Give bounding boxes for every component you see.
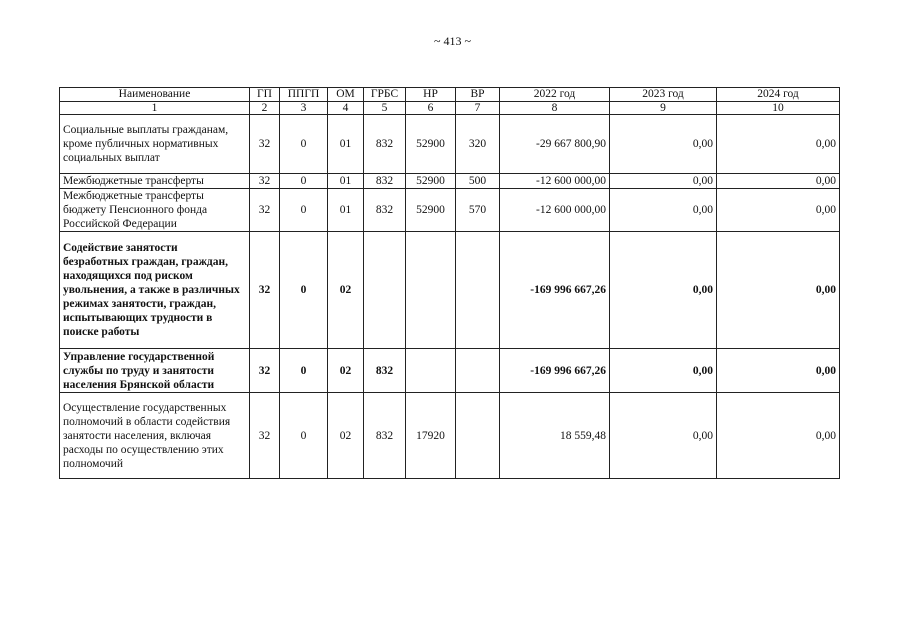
table-row bbox=[60, 174, 840, 189]
cell-vr: 570 bbox=[456, 189, 500, 232]
cell-om: 01 bbox=[328, 115, 364, 174]
cell-gp: 32 bbox=[250, 115, 280, 174]
cell-2023: 0,00 bbox=[610, 189, 717, 232]
column-number: 3 bbox=[280, 102, 328, 115]
column-number-row bbox=[60, 102, 840, 115]
header-nr: НР bbox=[406, 88, 456, 102]
cell-ppgp: 0 bbox=[280, 349, 328, 393]
row-name: Управление государственной службы по труду и занятости населения Брянской области bbox=[60, 349, 250, 393]
column-number: 8 bbox=[500, 102, 610, 115]
column-number: 10 bbox=[717, 102, 840, 115]
column-number: 4 bbox=[328, 102, 364, 115]
cell-ppgp: 0 bbox=[280, 189, 328, 232]
cell-2024: 0,00 bbox=[717, 393, 840, 479]
column-number: 5 bbox=[364, 102, 406, 115]
table-row bbox=[60, 349, 840, 393]
row-name: Содействие занятости безработных граждан, граждан, находящихся под риском увольнения, а также в различных режимах занятости, граждан, испытывающих трудности в поиске работы bbox=[60, 232, 250, 349]
page-number: ~ 413 ~ bbox=[434, 34, 471, 48]
cell-gp: 32 bbox=[250, 349, 280, 393]
cell-grbs bbox=[364, 232, 406, 349]
cell-nr bbox=[406, 232, 456, 349]
cell-nr: 52900 bbox=[406, 115, 456, 174]
row-name: Осуществление государственных полномочий в области содействия занятости населения, включая расходы по осуществлению этих полномочий bbox=[60, 393, 250, 479]
cell-nr: 52900 bbox=[406, 174, 456, 189]
cell-2024: 0,00 bbox=[717, 174, 840, 189]
table-row bbox=[60, 232, 840, 349]
cell-grbs: 832 bbox=[364, 189, 406, 232]
cell-vr: 320 bbox=[456, 115, 500, 174]
budget-table bbox=[59, 87, 840, 479]
cell-gp: 32 bbox=[250, 393, 280, 479]
header-2023: 2023 год bbox=[610, 88, 717, 102]
cell-2023: 0,00 bbox=[610, 174, 717, 189]
cell-2023: 0,00 bbox=[610, 349, 717, 393]
cell-2022: 18 559,48 bbox=[500, 393, 610, 479]
cell-2024: 0,00 bbox=[717, 115, 840, 174]
header-row bbox=[60, 88, 840, 102]
column-number: 9 bbox=[610, 102, 717, 115]
header-vr: ВР bbox=[456, 88, 500, 102]
cell-ppgp: 0 bbox=[280, 174, 328, 189]
header-grbs: ГРБС bbox=[364, 88, 406, 102]
cell-ppgp: 0 bbox=[280, 115, 328, 174]
cell-2022: -169 996 667,26 bbox=[500, 349, 610, 393]
column-number: 1 bbox=[60, 102, 250, 115]
cell-nr: 17920 bbox=[406, 393, 456, 479]
cell-om: 01 bbox=[328, 189, 364, 232]
cell-2022: -169 996 667,26 bbox=[500, 232, 610, 349]
header-2022: 2022 год bbox=[500, 88, 610, 102]
header-ppgp: ППГП bbox=[280, 88, 328, 102]
table-row bbox=[60, 115, 840, 174]
cell-ppgp: 0 bbox=[280, 232, 328, 349]
cell-om: 01 bbox=[328, 174, 364, 189]
cell-2024: 0,00 bbox=[717, 189, 840, 232]
cell-2024: 0,00 bbox=[717, 232, 840, 349]
cell-grbs: 832 bbox=[364, 115, 406, 174]
cell-vr: 500 bbox=[456, 174, 500, 189]
header-om: ОМ bbox=[328, 88, 364, 102]
cell-gp: 32 bbox=[250, 189, 280, 232]
cell-grbs: 832 bbox=[364, 349, 406, 393]
cell-grbs: 832 bbox=[364, 393, 406, 479]
table-row bbox=[60, 189, 840, 232]
cell-grbs: 832 bbox=[364, 174, 406, 189]
cell-2022: -29 667 800,90 bbox=[500, 115, 610, 174]
cell-ppgp: 0 bbox=[280, 393, 328, 479]
cell-2023: 0,00 bbox=[610, 232, 717, 349]
cell-2023: 0,00 bbox=[610, 393, 717, 479]
header-name: Наименование bbox=[60, 88, 250, 102]
column-number: 7 bbox=[456, 102, 500, 115]
cell-om: 02 bbox=[328, 349, 364, 393]
cell-2023: 0,00 bbox=[610, 115, 717, 174]
cell-gp: 32 bbox=[250, 174, 280, 189]
column-number: 2 bbox=[250, 102, 280, 115]
cell-2024: 0,00 bbox=[717, 349, 840, 393]
row-name: Межбюджетные трансферты bbox=[60, 174, 250, 189]
row-name: Межбюджетные трансферты бюджету Пенсионного фонда Российской Федерации bbox=[60, 189, 250, 232]
cell-gp: 32 bbox=[250, 232, 280, 349]
cell-nr bbox=[406, 349, 456, 393]
cell-nr: 52900 bbox=[406, 189, 456, 232]
cell-om: 02 bbox=[328, 232, 364, 349]
header-gp: ГП bbox=[250, 88, 280, 102]
cell-vr bbox=[456, 393, 500, 479]
cell-om: 02 bbox=[328, 393, 364, 479]
row-name: Социальные выплаты гражданам, кроме публичных нормативных социальных выплат bbox=[60, 115, 250, 174]
column-number: 6 bbox=[406, 102, 456, 115]
header-2024: 2024 год bbox=[717, 88, 840, 102]
cell-2022: -12 600 000,00 bbox=[500, 189, 610, 232]
cell-vr bbox=[456, 232, 500, 349]
cell-2022: -12 600 000,00 bbox=[500, 174, 610, 189]
table-row bbox=[60, 393, 840, 479]
cell-vr bbox=[456, 349, 500, 393]
